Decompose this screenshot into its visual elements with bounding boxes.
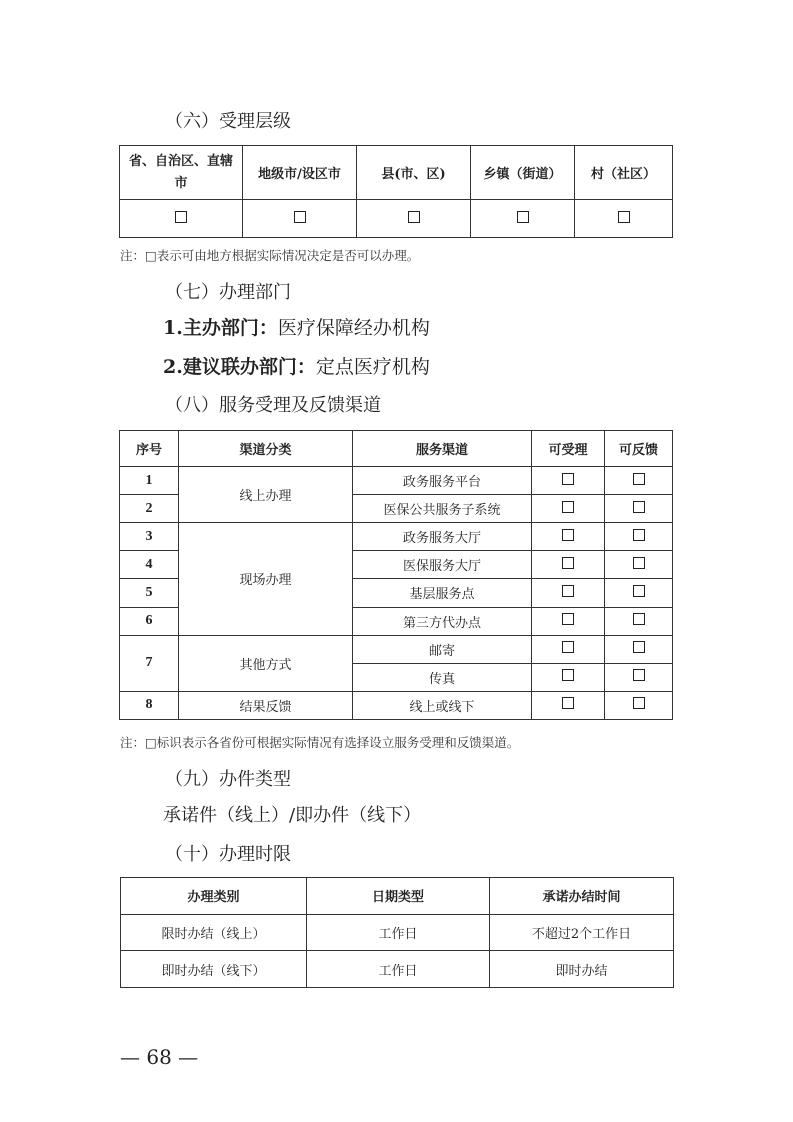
checkbox[interactable]: [562, 557, 574, 569]
checkbox[interactable]: [633, 669, 645, 681]
checkbox[interactable]: [294, 211, 306, 223]
label: 2.建议联办部门：: [163, 356, 316, 378]
value: 医疗保障经办机构: [277, 317, 430, 339]
category: 其他方式: [179, 635, 353, 691]
table-row: [121, 914, 674, 951]
checkbox[interactable]: [562, 585, 574, 597]
channel: 医保服务大厅: [353, 551, 532, 579]
checkbox[interactable]: [633, 697, 645, 709]
cell: 工作日: [307, 914, 490, 951]
checkbox[interactable]: [562, 613, 574, 625]
value: 定点医疗机构: [315, 356, 430, 378]
channel: 政务服务大厅: [353, 523, 532, 551]
cell: 即时办结: [490, 951, 674, 988]
checkbox[interactable]: [175, 211, 187, 223]
checkbox[interactable]: [633, 557, 645, 569]
row-number: 2: [120, 495, 179, 523]
channel: 医保公共服务子系统: [353, 495, 532, 523]
checkbox[interactable]: [408, 211, 420, 223]
section-8-note: 注：□标识表示各省份可根据实际情况有选择设立服务受理和反馈渠道。: [120, 735, 520, 750]
channel: 线上或线下: [353, 691, 532, 719]
checkbox[interactable]: [517, 211, 529, 223]
time-header: 日期类型: [307, 878, 490, 915]
section-8-heading: （八）服务受理及反馈渠道: [165, 395, 381, 416]
section-10-heading: （十）办理时限: [165, 844, 291, 865]
row-number: 4: [120, 551, 179, 579]
level-header: 乡镇（街道）: [471, 146, 575, 200]
cell: 即时办结（线下）: [121, 951, 307, 988]
cell: 限时办结（线上）: [121, 914, 307, 951]
category: 线上办理: [179, 467, 353, 523]
channel-table: [119, 430, 673, 720]
level-header: 村（社区）: [575, 146, 673, 200]
category: 现场办理: [179, 523, 353, 635]
channel: 政务服务平台: [353, 467, 532, 495]
channel: 第三方代办点: [353, 607, 532, 635]
table-row: [120, 635, 673, 663]
channel: 传真: [353, 663, 532, 691]
checkbox[interactable]: [562, 669, 574, 681]
checkbox[interactable]: [562, 473, 574, 485]
checkbox[interactable]: [618, 211, 630, 223]
level-header: 省、自治区、直辖市: [120, 146, 243, 200]
time-header: 办理类别: [121, 878, 307, 915]
level-header: 地级市/设区市: [243, 146, 357, 200]
section-6-heading: （六）受理层级: [165, 111, 291, 132]
checkbox[interactable]: [562, 641, 574, 653]
row-number: 7: [120, 635, 179, 691]
level-header: 县(市、区): [357, 146, 471, 200]
row-number: 1: [120, 467, 179, 495]
checkbox[interactable]: [562, 501, 574, 513]
section-7-heading: （七）办理部门: [165, 282, 291, 303]
cell: 不超过2个工作日: [490, 914, 674, 951]
checkbox[interactable]: [562, 529, 574, 541]
channel-header: 可反馈: [605, 431, 673, 467]
case-type: 承诺件（线上）/即办件（线下）: [163, 805, 422, 826]
channel-header: 服务渠道: [353, 431, 532, 467]
row-number: 6: [120, 607, 179, 635]
channel-header: 可受理: [532, 431, 605, 467]
time-limit-table: [120, 877, 674, 988]
table-row: [120, 691, 673, 719]
category: 结果反馈: [179, 691, 353, 719]
co-department: [163, 352, 430, 379]
checkbox[interactable]: [633, 473, 645, 485]
channel-header: 序号: [120, 431, 179, 467]
row-number: 5: [120, 579, 179, 607]
cell: 工作日: [307, 951, 490, 988]
checkbox[interactable]: [633, 613, 645, 625]
row-number: 3: [120, 523, 179, 551]
time-header: 承诺办结时间: [490, 878, 674, 915]
section-9-heading: （九）办件类型: [165, 769, 291, 790]
channel-header: 渠道分类: [179, 431, 353, 467]
table-row: [120, 467, 673, 495]
checkbox[interactable]: [633, 529, 645, 541]
row-number: 8: [120, 691, 179, 719]
section-6-note: 注：□表示可由地方根据实际情况决定是否可以办理。: [120, 248, 420, 263]
table-row: [120, 523, 673, 551]
channel: 邮寄: [353, 635, 532, 663]
level-table: [119, 145, 673, 238]
channel: 基层服务点: [353, 579, 532, 607]
checkbox[interactable]: [562, 697, 574, 709]
checkbox[interactable]: [633, 501, 645, 513]
label: 1.主办部门：: [163, 317, 278, 339]
table-row: [121, 951, 674, 988]
lead-department: [163, 313, 430, 340]
page-number: — 68 —: [120, 1045, 199, 1069]
checkbox[interactable]: [633, 641, 645, 653]
checkbox[interactable]: [633, 585, 645, 597]
